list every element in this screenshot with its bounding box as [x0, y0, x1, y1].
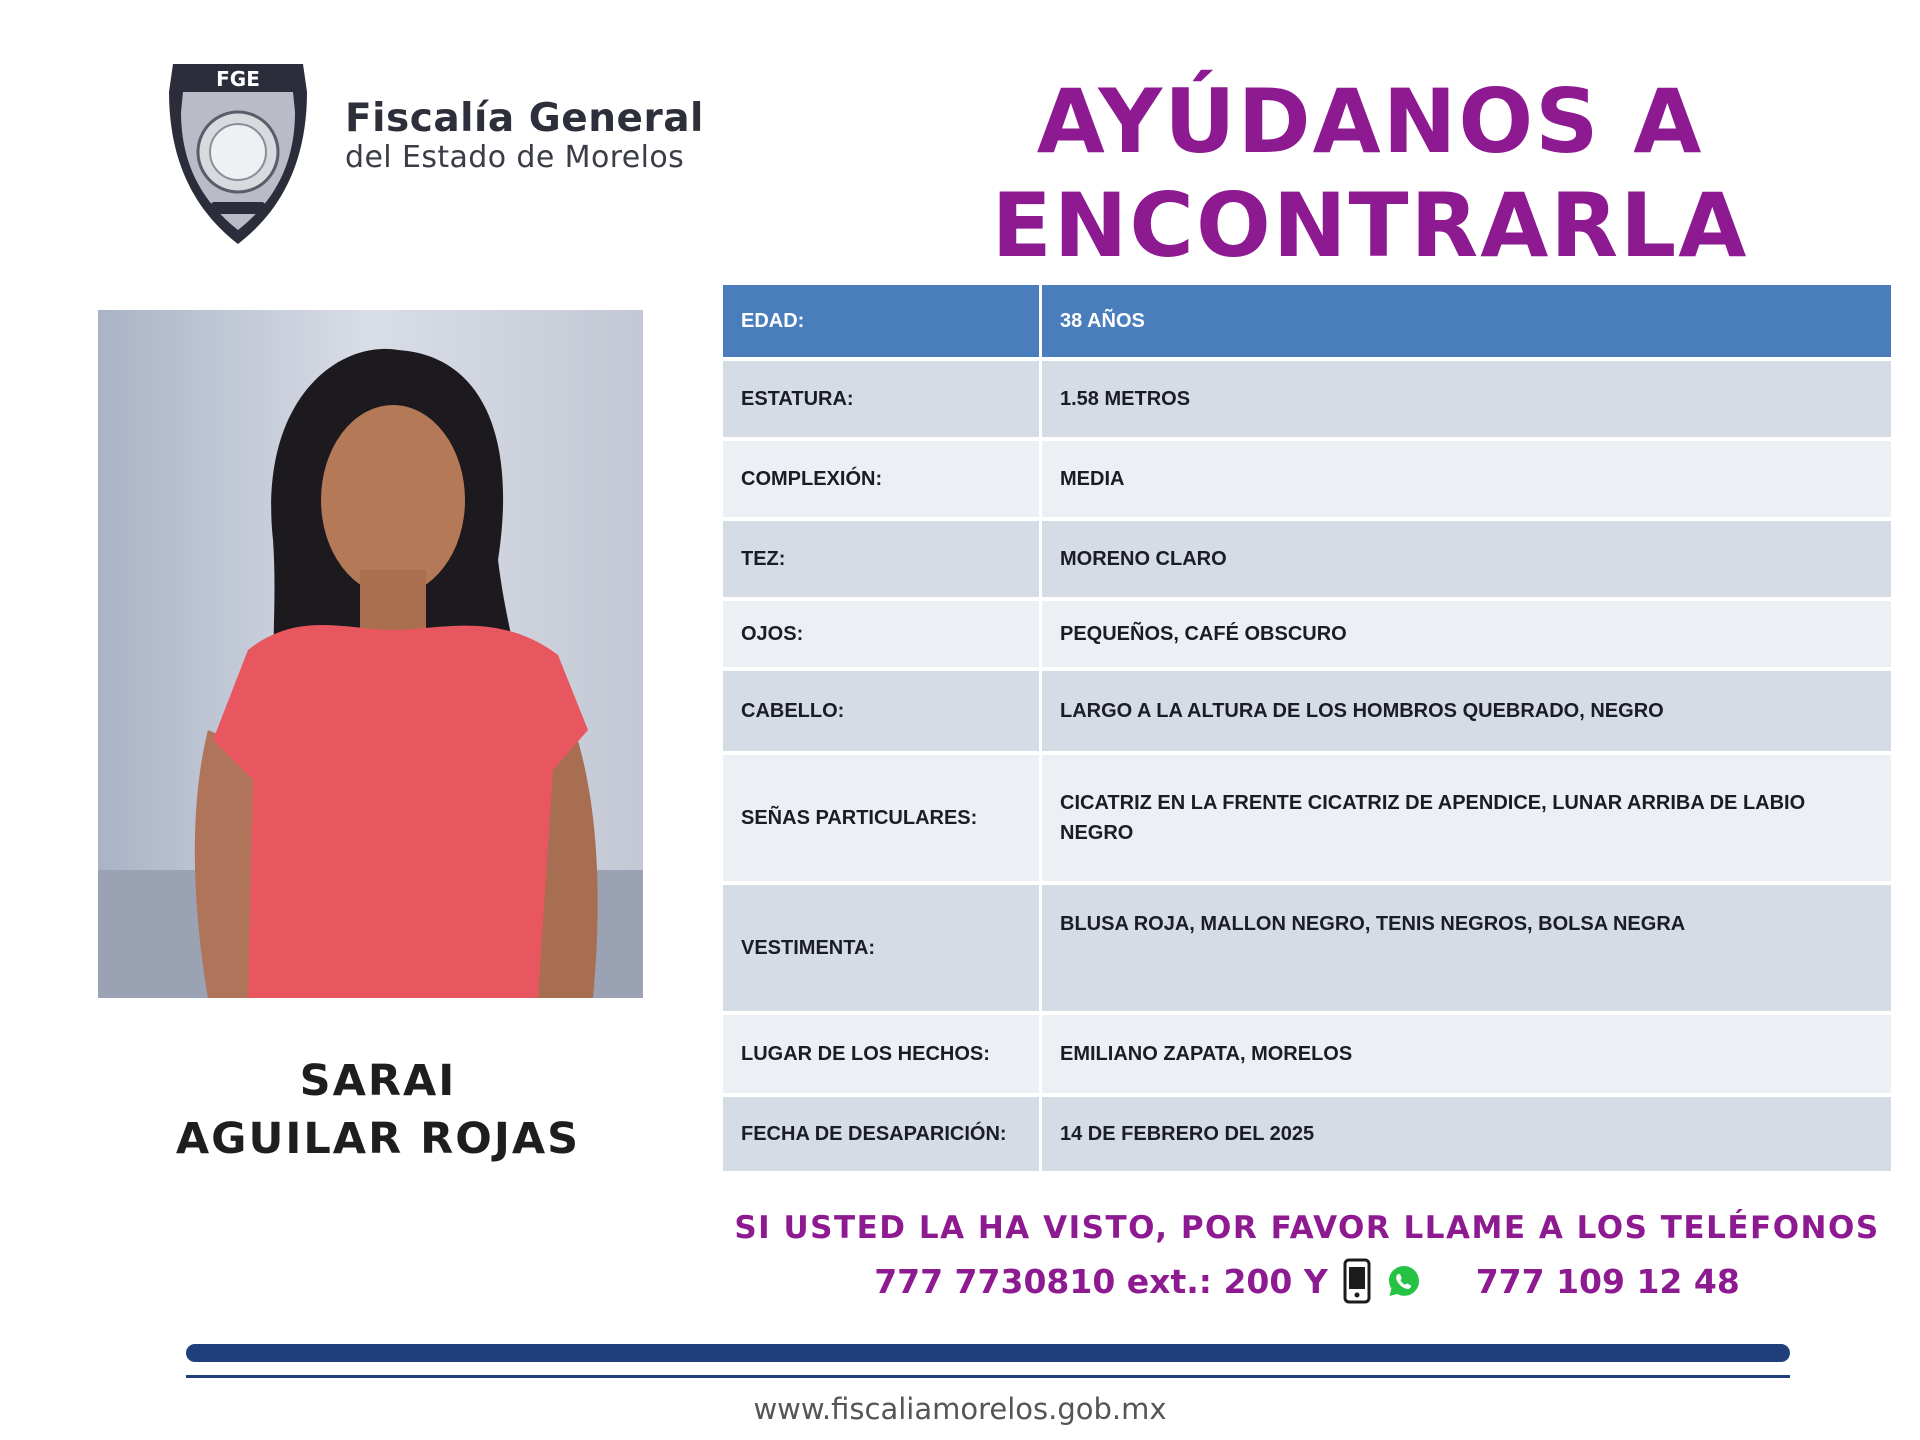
table-row: [723, 883, 1891, 1013]
phone-1: 777 7730810 ext.: 200 Y: [874, 1261, 1328, 1301]
table-row: [723, 753, 1891, 883]
detail-value: PEQUEÑOS, CAFÉ OBSCURO: [1041, 599, 1892, 669]
detail-label: OJOS:: [723, 599, 1041, 669]
person-photo: [98, 310, 643, 998]
table-row: [723, 439, 1891, 519]
detail-label: FECHA DE DESAPARICIÓN:: [723, 1095, 1041, 1173]
table-row: [723, 1095, 1891, 1173]
org-title: Fiscalía General: [345, 96, 704, 141]
detail-label: TEZ:: [723, 519, 1041, 599]
detail-label: LUGAR DE LOS HECHOS:: [723, 1013, 1041, 1095]
phone-2: 777 109 12 48: [1475, 1261, 1740, 1301]
detail-value: 14 DE FEBRERO DEL 2025: [1041, 1095, 1892, 1173]
table-row: [723, 519, 1891, 599]
contact-line: SI USTED LA HA VISTO, POR FAVOR LLAME A LOS TELÉFONOS: [734, 1210, 1880, 1246]
detail-value: CICATRIZ EN LA FRENTE CICATRIZ DE APENDICE, LUNAR ARRIBA DE LABIO NEGRO: [1041, 753, 1892, 883]
person-name: [98, 1052, 658, 1168]
details-table: [723, 285, 1891, 1175]
headline-line-2: ENCONTRARLA: [991, 174, 1749, 277]
detail-label: ESTATURA:: [723, 359, 1041, 439]
detail-value: BLUSA ROJA, MALLON NEGRO, TENIS NEGROS, BOLSA NEGRA: [1041, 883, 1892, 1013]
headline: [960, 70, 1780, 278]
footer-bar: [186, 1344, 1790, 1362]
table-row: [723, 285, 1891, 359]
detail-label: EDAD:: [723, 285, 1041, 359]
whatsapp-icon: [1386, 1263, 1422, 1299]
detail-label: COMPLEXIÓN:: [723, 439, 1041, 519]
org-subtitle: del Estado de Morelos: [345, 140, 685, 175]
detail-label: VESTIMENTA:: [723, 883, 1041, 1013]
table-row: [723, 1013, 1891, 1095]
detail-value: MORENO CLARO: [1041, 519, 1892, 599]
person-last-names: AGUILAR ROJAS: [175, 1114, 581, 1164]
police-badge-icon: [163, 52, 313, 248]
detail-label: CABELLO:: [723, 669, 1041, 753]
cellphone-icon: [1342, 1258, 1372, 1304]
detail-value: 1.58 METROS: [1041, 359, 1892, 439]
table-row: [723, 599, 1891, 669]
detail-value: 38 AÑOS: [1041, 285, 1892, 359]
footer-divider: [186, 1375, 1790, 1378]
footer-url: www.fiscaliamorelos.gob.mx: [753, 1392, 1167, 1426]
detail-label: SEÑAS PARTICULARES:: [723, 753, 1041, 883]
table-row: [723, 669, 1891, 753]
person-first-name: SARAI: [299, 1056, 457, 1106]
phone-row: [723, 1256, 1891, 1306]
badge-text: FGE: [216, 67, 260, 91]
table-row: [723, 359, 1891, 439]
detail-value: LARGO A LA ALTURA DE LOS HOMBROS QUEBRADO, NEGRO: [1041, 669, 1892, 753]
headline-line-1: AYÚDANOS A: [1036, 70, 1704, 173]
detail-value: MEDIA: [1041, 439, 1892, 519]
detail-value: EMILIANO ZAPATA, MORELOS: [1041, 1013, 1892, 1095]
